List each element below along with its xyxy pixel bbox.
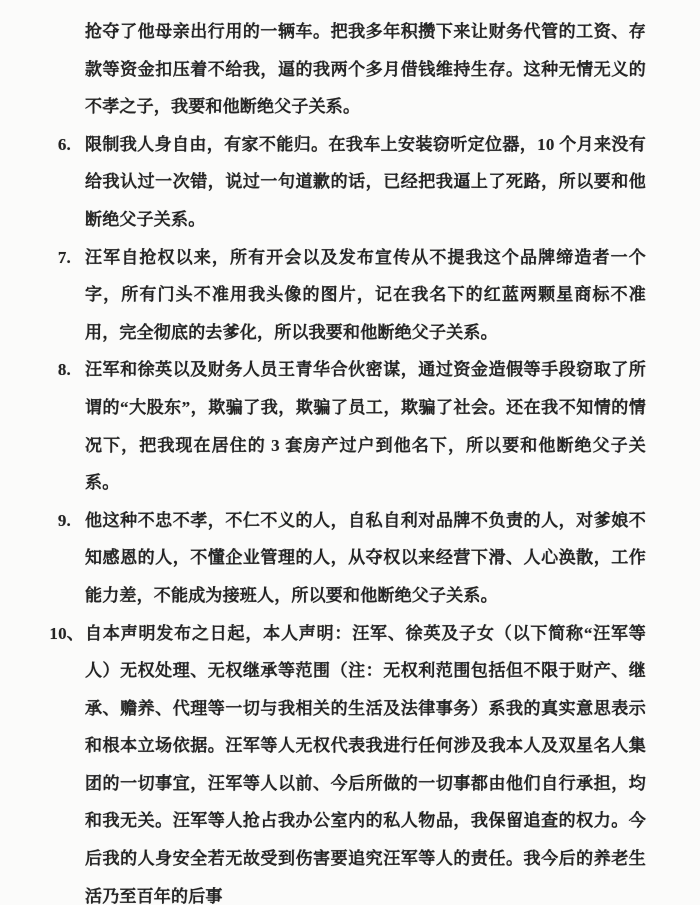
list-item-7-text: 汪军自抢权以来，所有开会以及发布宣传从不提我这个品牌缔造者一个字，所有门头不准用我头像的图片，记在我名下的红蓝两颗星商标不准用，完全彻底的去爹化，所以我要和他断绝父子关系。 (85, 247, 646, 342)
list-item-9-number: 9. (57, 510, 71, 530)
list-item-6 (57, 126, 646, 239)
paragraph-text: 抢夺了他母亲出行用的一辆车。把我多年积攒下来让财务代管的工资、存款等资金扣压着不给我，逼的我两个多月借钱维持生存。这种无情无义的不孝之子，我要和他断绝父子关系。 (85, 22, 646, 117)
list-item-10-number: 10、 (49, 623, 84, 643)
list-item-8 (57, 351, 646, 501)
list-item-6-number: 6. (57, 134, 71, 154)
list-item-9 (57, 502, 646, 615)
list-item-7 (57, 239, 646, 352)
paragraph-item5-continuation (85, 13, 646, 126)
list-item-10 (49, 615, 646, 905)
list-item-9-text: 他这种不忠不孝，不仁不义的人，自私自利对品牌不负责的人，对爹娘不知感恩的人，不懂企业管理的人，从夺权以来经营下滑、人心涣散，工作能力差，不能成为接班人，所以要和他断绝父子关系。 (85, 510, 646, 605)
list-item-6-text: 限制我人身自由，有家不能归。在我车上安装窃听定位器，10 个月来没有给我认过一次错，说过一句道歉的话，已经把我逼上了死路，所以要和他断绝父子关系。 (85, 134, 646, 229)
list-item-10-text: 自本声明发布之日起，本人声明：汪军、徐英及子女（以下简称“汪军等人）无权处理、无权继承等范围（注：无权利范围包括但不限于财产、继承、赡养、代理等一切与我相关的生活及法律事务）系我的真实意思表示和根本立场依据。汪军等人无权代表我进行任何涉及我本人及双星名人集团的一切事宜，汪军等人以前、今后所做的一切事都由他们自行承担，均和我无关。汪军等人抢占我办公室内的私人物品，我保留追查的权力。今后我的人身安全若无故受到伤害要追究汪军等人的责任。我今后的养老生活乃至百年的后事 (85, 623, 646, 905)
list-item-8-text: 汪军和徐英以及财务人员王青华合伙密谋，通过资金造假等手段窃取了所谓的“大股东”，欺骗了我，欺骗了员工，欺骗了社会。还在我不知情的情况下，把我现在居住的 3 套房产过户到他名下，所以要和他断绝父子关系。 (85, 360, 646, 493)
document-body (49, 13, 646, 905)
list-item-7-number: 7. (57, 247, 71, 267)
list-item-8-number: 8. (57, 360, 71, 380)
